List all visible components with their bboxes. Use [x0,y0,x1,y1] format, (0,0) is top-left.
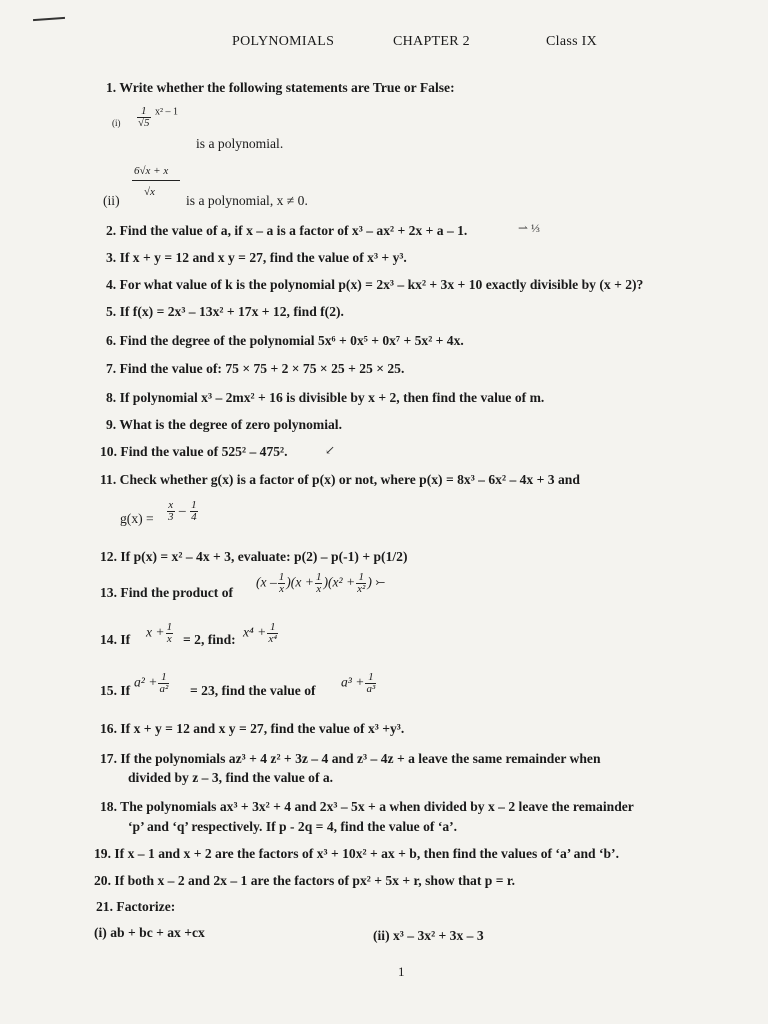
question-8: 8. If polynomial x³ – 2mx² + 16 is divisible by x + 2, then find the value of m. [106,390,545,405]
question-17-line-2: divided by z – 3, find the value of a. [128,770,334,785]
question-17-line-1: 17. If the polynomials az³ + 4 z² + 3z – 4 and z³ – 4z + a leave the same remainder when [100,751,601,766]
question-21-i: (i) ab + bc + ax +cx [94,925,205,940]
question-16: 16. If x + y = 12 and x y = 27, find the value of x³ +y³. [100,721,405,736]
question-21: 21. Factorize: [96,899,176,914]
question-5: 5. If f(x) = 2x³ – 13x² + 17x + 12, find f(2). [106,304,344,319]
page-number: 1 [398,964,405,979]
q15-expression-b: a³ + $\frac{1}{\text{a³}}$ [341,671,376,695]
question-21-ii: (ii) x³ – 3x² + 3x – 3 [373,928,484,943]
q1-i-text: is a polynomial. [196,136,284,151]
q1-ii-text: is a polynomial, x ≠ 0. [186,193,308,208]
chapter-title: CHAPTER 2 [393,34,470,49]
question-20: 20. If both x – 2 and 2x – 1 are the factors of px² + 5x + r, show that p = r. [94,873,516,888]
question-14: 14. If [100,632,131,647]
question-2: 2. Find the value of a, if x – a is a factor of x³ – ax² + 2x + a – 1. [106,223,468,238]
q1-ii-label: (ii) [103,193,120,208]
class-label: Class IX [546,34,598,49]
question-19: 19. If x – 1 and x + 2 are the factors of x³ + 10x² + ax + b, then find the values of ‘a’ and ‘b’. [94,846,619,861]
question-12: 12. If p(x) = x² – 4x + 3, evaluate: p(2) – p(-1) + p(1/2) [100,549,408,564]
question-13: 13. Find the product of [100,585,234,600]
question-4: 4. For what value of k is the polynomial p(x) = 2x³ – kx² + 3x + 10 exactly divisible by (x + 2)? [106,277,644,292]
q13-expression: (x – $\frac{1}{x}$ )(x + $\frac{1}{x}$ )(x² + $\frac{1}{\text{x²}}$ ) ⤚ [256,571,386,595]
question-18-line-2: ‘p’ and ‘q’ respectively. If p - 2q = 4, find the value of ‘a’. [128,819,458,834]
question-15: 15. If [100,683,131,698]
q1-ii-numerator: 6√x + x [134,165,169,177]
q1-i-label: (i) [112,118,121,128]
subject-title: POLYNOMIALS [232,34,335,49]
question-10: 10. Find the value of 525² – 475². [100,444,288,459]
q15-expression-a: a² + $\frac{1}{\text{a²}}$ [134,671,169,695]
pen-mark [33,17,65,21]
q1-i-expression: $\frac{1}{√5}$ $^{x^2 - 1}$ [138,105,178,129]
q14-expression-a: x + $\frac{1}{x}$ [146,621,173,645]
q11-g-expression: $\frac{x}{3}$ – $\frac{1}{4}$ [168,499,197,523]
q14-expression-b: x⁴ + $\frac{1}{\text{x⁴}}$ [243,621,278,645]
handwritten-note: ⇀ ⅓ [518,221,541,235]
fraction-bar [132,180,180,181]
q1-ii-denominator: √x [144,186,155,198]
question-6: 6. Find the degree of the polynomial 5x⁶ + 0x⁵ + 0x⁷ + 5x² + 4x. [106,333,464,348]
q15-mid: = 23, find the value of [190,683,316,698]
question-7: 7. Find the value of: 75 × 75 + 2 × 75 × 25 + 25 × 25. [106,361,405,376]
question-1: 1. Write whether the following statements are True or False: [106,80,455,95]
q11-g-label: g(x) = [120,511,154,526]
question-9: 9. What is the degree of zero polynomial. [106,417,342,432]
question-18-line-1: 18. The polynomials ax³ + 3x² + 4 and 2x³ – 5x + a when divided by x – 2 leave the remainder [100,799,634,814]
question-11: 11. Check whether g(x) is a factor of p(x) or not, where p(x) = 8x³ – 6x² – 4x + 3 and [100,472,580,487]
question-3: 3. If x + y = 12 and x y = 27, find the value of x³ + y³. [106,250,407,265]
q14-mid: = 2, find: [183,632,236,647]
handwritten-arrow: ↙ [325,443,336,457]
